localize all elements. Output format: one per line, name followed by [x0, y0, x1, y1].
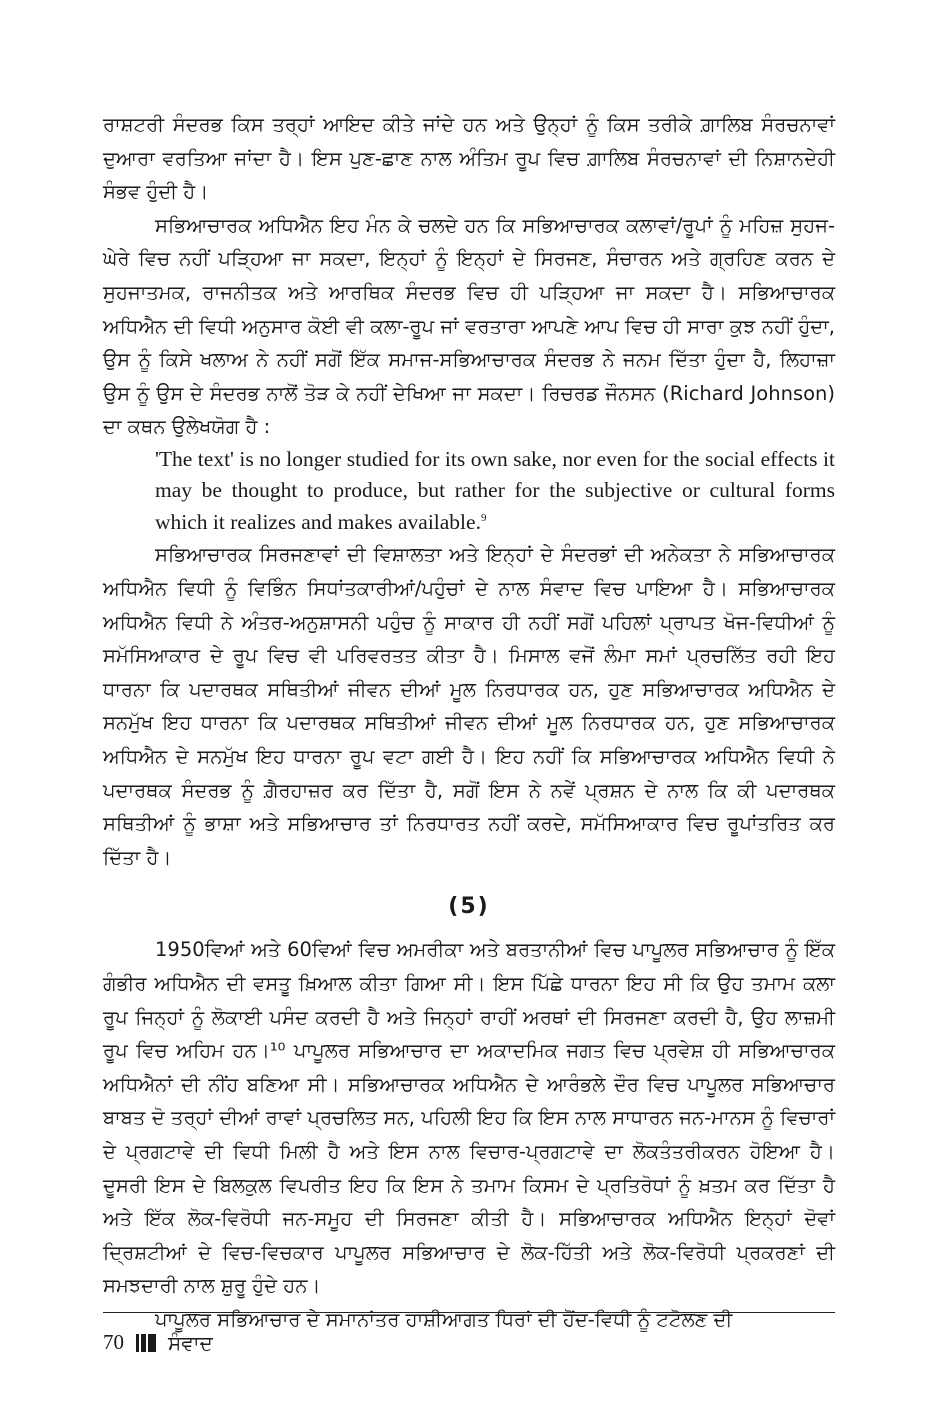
bars-icon	[136, 1334, 156, 1352]
page-footer	[103, 1330, 213, 1355]
section-heading: (5)	[448, 894, 490, 920]
paragraph-1: ਰਾਸ਼ਟਰੀ ਸੰਦਰਭ ਕਿਸ ਤਰ੍ਹਾਂ ਆਇਦ ਕੀਤੇ ਜਾਂਦੇ ਹਨ ਅਤੇ ਉਨ੍ਹਾਂ ਨੂੰ ਕਿਸ ਤਰੀਕੇ ਗ਼ਾਲਿਬ ਸੰਰਚਨਾਵਾਂ ਦੁਆਰਾ ਵਰਤਿਆ ਜਾਂਦਾ ਹੈ। ਇਸ ਪੁਣ-ਛਾਣ ਨਾਲ ਅੰਤਿਮ ਰੂਪ ਵਿਚ ਗ਼ਾਲਿਬ ਸੰਰਚਨਾਵਾਂ ਦੀ ਨਿਸ਼ਾਨਦੇਹੀ ਸੰਭਵ ਹੁੰਦੀ ਹੈ।	[103, 113, 835, 204]
journal-name: ਸੰਵਾਦ	[168, 1330, 213, 1355]
paragraph-3: ਸਭਿਆਚਾਰਕ ਸਿਰਜਣਾਵਾਂ ਦੀ ਵਿਸ਼ਾਲਤਾ ਅਤੇ ਇਨ੍ਹਾਂ ਦੇ ਸੰਦਰਭਾਂ ਦੀ ਅਨੇਕਤਾ ਨੇ ਸਭਿਆਚਾਰਕ ਅਧਿਐਨ ਵਿਧੀ ਨੂੰ ਵਿਭਿੰਨ ਸਿਧਾਂਤਕਾਰੀਆਂ/ਪਹੁੰਚਾਂ ਦੇ ਨਾਲ ਸੰਵਾਦ ਵਿਚ ਪਾਇਆ ਹੈ। ਸਭਿਆਚਾਰਕ ਅਧਿਐਨ ਵਿਧੀ ਨੇ ਅੰਤਰ-ਅਨੁਸ਼ਾਸਨੀ ਪਹੁੰਚ ਨੂੰ ਸਾਕਾਰ ਹੀ ਨਹੀਂ ਸਗੋਂ ਪਹਿਲਾਂ ਪ੍ਰਾਪਤ ਖੋਜ-ਵਿਧੀਆਂ ਨੂੰ ਸਮੱਸਿਆਕਾਰ ਦੇ ਰੂਪ ਵਿਚ ਵੀ ਪਰਿਵਰਤਤ ਕੀਤਾ ਹੈ। ਮਿਸਾਲ ਵਜੋਂ ਲੰਮਾ ਸਮਾਂ ਪ੍ਰਚਲਿੱਤ ਰਹੀ ਇਹ ਧਾਰਨਾ ਕਿ ਪਦਾਰਥਕ ਸਥਿਤੀਆਂ ਜੀਵਨ ਦੀਆਂ ਮੂਲ ਨਿਰਧਾਰਕ ਹਨ, ਹੁਣ ਸਭਿਆਚਾਰਕ ਅਧਿਐਨ ਦੇ ਸਨਮੁੱਖ ਇਹ ਧਾਰਨਾ ਕਿ ਪਦਾਰਥਕ ਸਥਿਤੀਆਂ ਜੀਵਨ ਦੀਆਂ ਮੂਲ ਨਿਰਧਾਰਕ ਹਨ, ਹੁਣ ਸਭਿਆਚਾਰਕ ਅਧਿਐਨ ਦੇ ਸਨਮੁੱਖ ਇਹ ਧਾਰਨਾ ਰੂਪ ਵਟਾ ਗਈ ਹੈ। ਇਹ ਨਹੀਂ ਕਿ ਸਭਿਆਚਾਰਕ ਅਧਿਐਨ ਵਿਧੀ ਨੇ ਪਦਾਰਥਕ ਸੰਦਰਭ ਨੂੰ ਗ਼ੈਰਹਾਜ਼ਰ ਕਰ ਦਿੱਤਾ ਹੈ, ਸਗੋਂ ਇਸ ਨੇ ਨਵੇਂ ਪ੍ਰਸ਼ਨ ਦੇ ਨਾਲ ਕਿ ਕੀ ਪਦਾਰਥਕ ਸਥਿਤੀਆਂ ਨੂੰ ਭਾਸ਼ਾ ਅਤੇ ਸਭਿਆਚਾਰ ਤਾਂ ਨਿਰਧਾਰਤ ਨਹੀਂ ਕਰਦੇ, ਸਮੱਸਿਆਕਾਰ ਵਿਚ ਰੂਪਾਂਤਰਿਤ ਕਰ ਦਿੱਤਾ ਹੈ।	[103, 543, 835, 869]
footer-rule	[103, 1312, 835, 1313]
block-quote	[155, 444, 835, 539]
paragraph-2: ਸਭਿਆਚਾਰਕ ਅਧਿਐਨ ਇਹ ਮੰਨ ਕੇ ਚਲਦੇ ਹਨ ਕਿ ਸਭਿਆਚਾਰਕ ਕਲਾਵਾਂ/ਰੂਪਾਂ ਨੂੰ ਮਹਿਜ਼ ਸੁਹਜ-ਘੇਰੇ ਵਿਚ ਨਹੀਂ ਪੜ੍ਹਿਆ ਜਾ ਸਕਦਾ, ਇਨ੍ਹਾਂ ਨੂੰ ਇਨ੍ਹਾਂ ਦੇ ਸਿਰਜਣ, ਸੰਚਾਰਨ ਅਤੇ ਗ੍ਰਹਿਣ ਕਰਨ ਦੇ ਸੁਹਜਾਤਮਕ, ਰਾਜਨੀਤਕ ਅਤੇ ਆਰਥਿਕ ਸੰਦਰਭ ਵਿਚ ਹੀ ਪੜ੍ਹਿਆ ਜਾ ਸਕਦਾ ਹੈ। ਸਭਿਆਚਾਰਕ ਅਧਿਐਨ ਦੀ ਵਿਧੀ ਅਨੁਸਾਰ ਕੋਈ ਵੀ ਕਲਾ-ਰੂਪ ਜਾਂ ਵਰਤਾਰਾ ਆਪਣੇ ਆਪ ਵਿਚ ਹੀ ਸਾਰਾ ਕੁਝ ਨਹੀਂ ਹੁੰਦਾ, ਉਸ ਨੂੰ ਕਿਸੇ ਖਲਾਅ ਨੇ ਨਹੀਂ ਸਗੋਂ ਇੱਕ ਸਮਾਜ-ਸਭਿਆਚਾਰਕ ਸੰਦਰਭ ਨੇ ਜਨਮ ਦਿੱਤਾ ਹੁੰਦਾ ਹੈ, ਲਿਹਾਜ਼ਾ ਉਸ ਨੂੰ ਉਸ ਦੇ ਸੰਦਰਭ ਨਾਲੋਂ ਤੋੜ ਕੇ ਨਹੀਂ ਦੇਖਿਆ ਜਾ ਸਕਦਾ। ਰਿਚਰਡ ਜੌਨਸਨ (Richard Johnson) ਦਾ ਕਥਨ ਉਲੇਖਯੋਗ ਹੈ :	[103, 213, 835, 439]
page-body	[103, 108, 835, 1337]
footnote-marker: 9	[480, 511, 487, 524]
paragraph-4: 1950ਵਿਆਂ ਅਤੇ 60ਵਿਆਂ ਵਿਚ ਅਮਰੀਕਾ ਅਤੇ ਬਰਤਾਨੀਆਂ ਵਿਚ ਪਾਪੂਲਰ ਸਭਿਆਚਾਰ ਨੂੰ ਇੱਕ ਗੰਭੀਰ ਅਧਿਐਨ ਦੀ ਵਸਤੂ ਖ਼ਿਆਲ ਕੀਤਾ ਗਿਆ ਸੀ। ਇਸ ਪਿੱਛੇ ਧਾਰਨਾ ਇਹ ਸੀ ਕਿ ਉਹ ਤਮਾਮ ਕਲਾ ਰੂਪ ਜਿਨ੍ਹਾਂ ਨੂੰ ਲੋਕਾਈ ਪਸੰਦ ਕਰਦੀ ਹੈ ਅਤੇ ਜਿਨ੍ਹਾਂ ਰਾਹੀਂ ਅਰਥਾਂ ਦੀ ਸਿਰਜਣਾ ਕਰਦੀ ਹੈ, ਉਹ ਲਾਜ਼ਮੀ ਰੂਪ ਵਿਚ ਅਹਿਮ ਹਨ।¹⁰ ਪਾਪੂਲਰ ਸਭਿਆਚਾਰ ਦਾ ਅਕਾਦਮਿਕ ਜਗਤ ਵਿਚ ਪ੍ਰਵੇਸ਼ ਹੀ ਸਭਿਆਚਾਰਕ ਅਧਿਐਨਾਂ ਦੀ ਨੀਂਹ ਬਣਿਆ ਸੀ। ਸਭਿਆਚਾਰਕ ਅਧਿਐਨ ਦੇ ਆਰੰਭਲੇ ਦੌਰ ਵਿਚ ਪਾਪੂਲਰ ਸਭਿਆਚਾਰ ਬਾਬਤ ਦੋ ਤਰ੍ਹਾਂ ਦੀਆਂ ਰਾਵਾਂ ਪ੍ਰਚਲਿਤ ਸਨ, ਪਹਿਲੀ ਇਹ ਕਿ ਇਸ ਨਾਲ ਸਾਧਾਰਨ ਜਨ-ਮਾਨਸ ਨੂੰ ਵਿਚਾਰਾਂ ਦੇ ਪ੍ਰਗਟਾਵੇ ਦੀ ਵਿਧੀ ਮਿਲੀ ਹੈ ਅਤੇ ਇਸ ਨਾਲ ਵਿਚਾਰ-ਪ੍ਰਗਟਾਵੇ ਦਾ ਲੋਕਤੰਤਰੀਕਰਨ ਹੋਇਆ ਹੈ। ਦੂਸਰੀ ਇਸ ਦੇ ਬਿਲਕੁਲ ਵਿਪਰੀਤ ਇਹ ਕਿ ਇਸ ਨੇ ਤਮਾਮ ਕਿਸਮ ਦੇ ਪ੍ਰਤਿਰੋਧਾਂ ਨੂੰ ਖ਼ਤਮ ਕਰ ਦਿੱਤਾ ਹੈ ਅਤੇ ਇੱਕ ਲੋਕ-ਵਿਰੋਧੀ ਜਨ-ਸਮੂਹ ਦੀ ਸਿਰਜਣਾ ਕੀਤੀ ਹੈ। ਸਭਿਆਚਾਰਕ ਅਧਿਐਨ ਇਨ੍ਹਾਂ ਦੋਵਾਂ ਦ੍ਰਿਸ਼ਟੀਆਂ ਦੇ ਵਿਚ-ਵਿਚਕਾਰ ਪਾਪੂਲਰ ਸਭਿਆਚਾਰ ਦੇ ਲੋਕ-ਹਿੱਤੀ ਅਤੇ ਲੋਕ-ਵਿਰੋਧੀ ਪ੍ਰਕਰਣਾਂ ਦੀ ਸਮਝਦਾਰੀ ਨਾਲ ਸ਼ੁਰੂ ਹੁੰਦੇ ਹਨ।	[103, 938, 835, 1298]
block-quote-text: 'The text' is no longer studied for its own sake, nor even for the social effects it may be thought to produce, but rather for the subjective or cultural forms which it realizes and makes available.	[155, 446, 835, 534]
paragraph-5: ਪਾਪੂਲਰ ਸਭਿਆਚਾਰ ਦੇ ਸਮਾਨਾਂਤਰ ਹਾਸ਼ੀਆਗਤ ਧਿਰਾਂ ਦੀ ਹੋਂਦ-ਵਿਧੀ ਨੂੰ ਟਟੋਲਣ ਦੀ	[155, 1307, 733, 1331]
page-number: 70	[103, 1330, 124, 1354]
